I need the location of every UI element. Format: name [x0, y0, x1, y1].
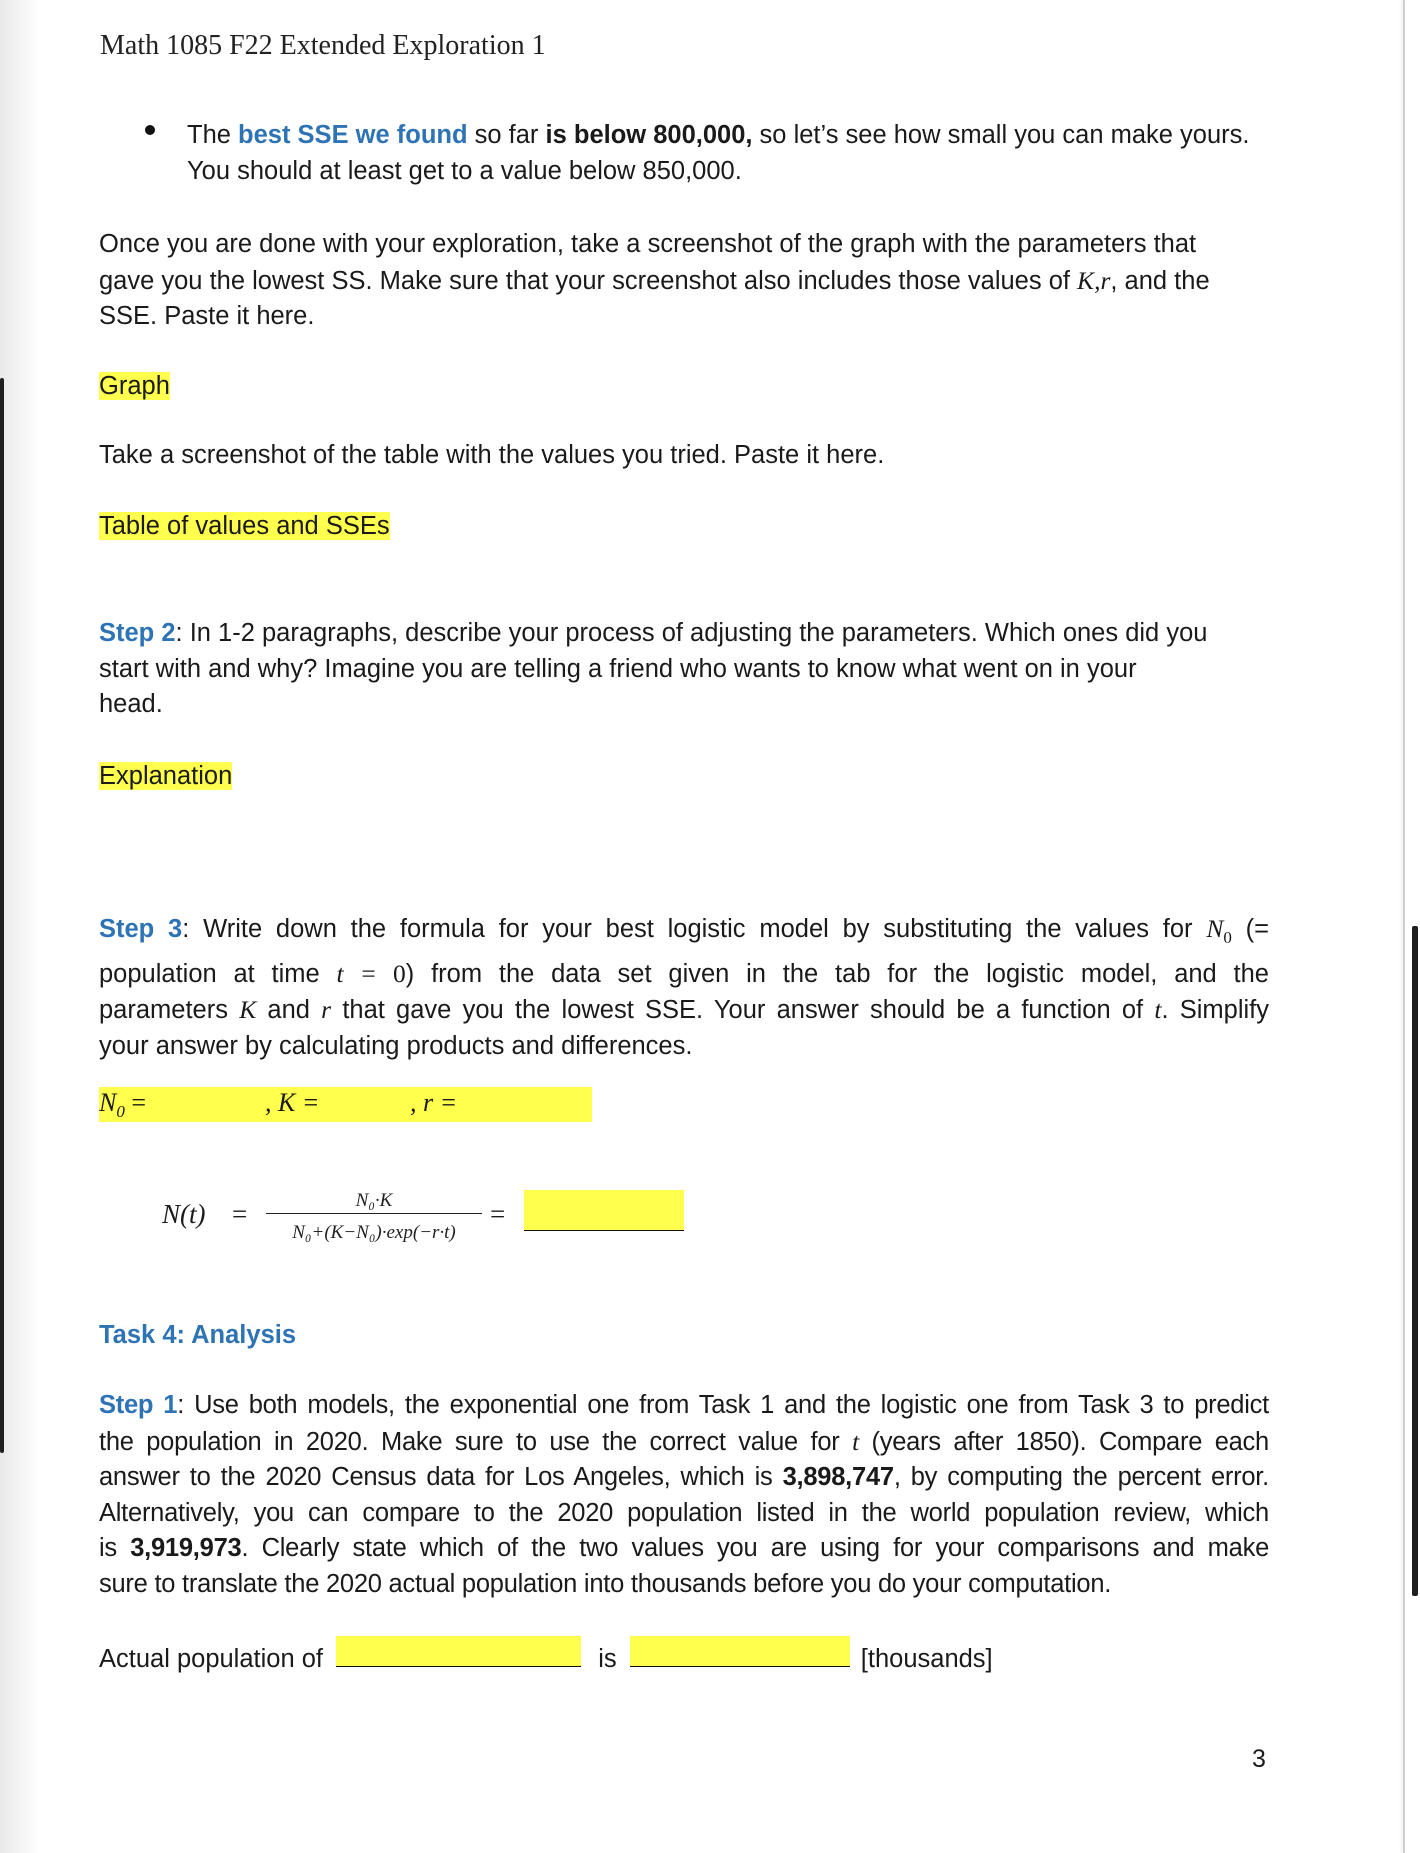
n0-label: $N_0$ =	[99, 1088, 147, 1122]
review-value: 3,919,973	[130, 1534, 242, 1562]
k-label: , K =	[265, 1088, 320, 1117]
graph-placeholder[interactable]: Graph	[99, 372, 170, 400]
screenshot-instructions: Once you are done with your exploration, take a screenshot of the graph with the parameters that gave you the lowest SS. Make sure that your screenshot also includes those values of K,r, and the SSE. Paste it here.	[99, 230, 1210, 330]
year-answer-field[interactable]	[336, 1636, 581, 1667]
census-value: 3,898,747	[782, 1463, 894, 1491]
model-answer-field[interactable]	[524, 1190, 684, 1231]
step1-label: Step 1	[99, 1391, 178, 1419]
bullet-paragraph: The best SSE we found so far is below 800,000, so let’s see how small you can make yours. You should at least get to a value below 850,000.	[187, 121, 1250, 185]
step1-paragraph: Step 1: Use both models, the exponential one from Task 1 and the logistic one from Task 3 to predict the population in 2020. Make sure to use the correct value for t (years after 1850). Compare each answer to the 2020 Census data for Los Angeles, which is 3,898,747, by computing the percent error. Alternatively, you can compare to the 2020 population listed in the world population review, which is 3,919,973. Clearly state which of the two values you are using for your comparisons and make sure to translate the 2020 actual population into thousands before you do your computation.	[99, 1391, 1269, 1598]
bullet-icon	[145, 125, 155, 135]
formula-equals: =	[232, 1199, 248, 1229]
page-header: Math 1085 F22 Extended Exploration 1	[100, 30, 546, 61]
params-answer-field[interactable]	[99, 1087, 592, 1122]
page-number: 3	[1252, 1745, 1266, 1773]
step2-paragraph: Step 2: In 1-2 paragraphs, describe your process of adjusting the parameters. Which ones did you start with and why? Imagine you are telling a friend who wants to know what went on in your head.	[99, 619, 1208, 718]
table-placeholder[interactable]: Table of values and SSEs	[99, 512, 390, 540]
step2-label: Step 2	[99, 619, 176, 647]
formula-equals-2: =	[490, 1199, 506, 1229]
explanation-placeholder[interactable]: Explanation	[99, 762, 233, 790]
formula-denominator: N₀+(K−N₀)·exp(−r·t)	[292, 1222, 456, 1243]
r-label: , r =	[410, 1088, 458, 1117]
step3-label: Step 3	[99, 915, 183, 943]
best-sse-link-text: best SSE we found	[238, 121, 468, 149]
task4-heading: Task 4: Analysis	[99, 1321, 297, 1349]
formula-numerator: N₀·K	[355, 1190, 393, 1211]
actual-population-line: Actual population of is [thousands]	[99, 1636, 993, 1678]
fraction-bar	[266, 1213, 482, 1214]
formula-lhs: N(t)	[162, 1199, 206, 1229]
table-instructions: Take a screenshot of the table with the values you tried. Paste it here.	[99, 441, 885, 469]
population-answer-field[interactable]	[630, 1636, 850, 1667]
step3-paragraph: Step 3: Write down the formula for your best logistic model by substituting the values for $N_0$ (= population at time t = 0) from the data set given in the tab for the logistic model, and the parameters K and r that gave you the lowest SSE. Your answer should be a function of t. Simplify your answer by calculating products and differences.	[99, 914, 1270, 1060]
scrollbar[interactable]	[1412, 926, 1418, 1596]
